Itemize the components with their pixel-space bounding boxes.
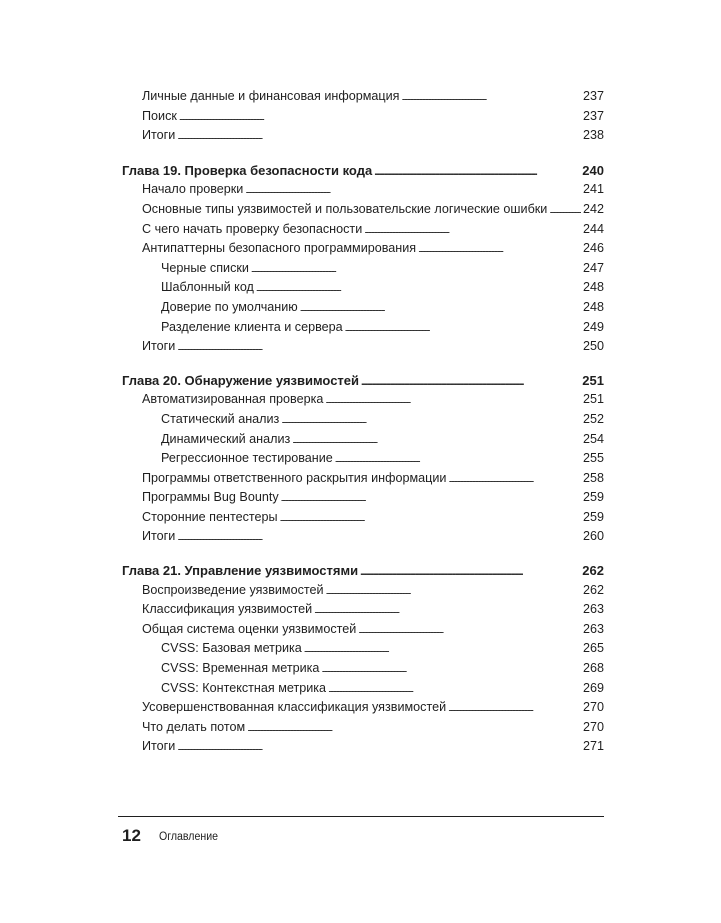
dot-leader xyxy=(364,221,581,241)
toc-entry-title: Итоги xyxy=(142,339,176,354)
toc-entry-page: 270 xyxy=(582,700,604,715)
dot-leader xyxy=(358,621,581,641)
chapter-page: 240 xyxy=(582,162,604,178)
toc-entry-title: Разделение клиента и сервера xyxy=(161,319,343,334)
dot-leader xyxy=(401,88,581,108)
toc-chapter-21 xyxy=(122,561,604,581)
toc-subentry xyxy=(122,639,604,659)
toc-subentry xyxy=(122,298,604,318)
toc-subentry xyxy=(122,659,604,679)
toc-entry-page: 255 xyxy=(582,451,604,466)
dot-leader xyxy=(177,127,581,147)
toc-entry-title: Итоги xyxy=(142,128,176,143)
toc-entry-page: 248 xyxy=(582,299,604,314)
dot-leader xyxy=(418,240,581,260)
chapter-title: Глава 19. Проверка безопасности кода xyxy=(122,162,373,178)
toc-entry-title: Антипаттерны безопасного программирования xyxy=(142,241,417,256)
toc-entry-page: 249 xyxy=(582,319,604,334)
dot-leader xyxy=(177,338,581,358)
toc-entry-title: CVSS: Контекстная метрика xyxy=(161,680,327,695)
toc-entry xyxy=(122,239,604,259)
dot-leader xyxy=(281,489,581,509)
dot-leader xyxy=(280,509,581,529)
chapter-title: Глава 20. Обнаружение уязвимостей xyxy=(122,372,360,388)
table-of-contents xyxy=(122,87,604,757)
toc-entry-page: 242 xyxy=(582,201,604,216)
toc-entry-title: Программы ответственного раскрытия информации xyxy=(142,470,447,485)
toc-entry-title: Статический анализ xyxy=(161,411,280,426)
toc-entry xyxy=(122,200,604,220)
toc-entry-title: Автоматизированная проверка xyxy=(142,392,324,407)
toc-subentry xyxy=(122,259,604,279)
toc-entry xyxy=(122,180,604,200)
toc-entry-page: 270 xyxy=(582,719,604,734)
toc-entry-page: 237 xyxy=(582,89,604,103)
toc-entry xyxy=(122,527,604,547)
dot-leader xyxy=(549,201,581,221)
dot-leader xyxy=(361,373,580,393)
toc-entry-title: Динамический анализ xyxy=(161,431,291,446)
toc-entry-title: Доверие по умолчанию xyxy=(161,299,298,314)
toc-entry xyxy=(122,718,604,738)
toc-entry xyxy=(122,737,604,757)
toc-entry-title: Основные типы уязвимостей и пользовательские логические ошибки xyxy=(142,201,548,216)
toc-entry xyxy=(122,469,604,489)
toc-subentry xyxy=(122,430,604,450)
toc-entry xyxy=(122,126,604,146)
running-head: Оглавление xyxy=(159,831,218,843)
toc-entry-page: 259 xyxy=(582,490,604,505)
toc-entry xyxy=(122,87,604,107)
toc-entry xyxy=(122,390,604,410)
toc-subentry xyxy=(122,318,604,338)
toc-entry-title: Что делать потом xyxy=(142,719,246,734)
dot-leader xyxy=(179,108,581,128)
toc-entry-page: 262 xyxy=(582,582,604,597)
toc-entry-page: 252 xyxy=(582,411,604,426)
toc-entry xyxy=(122,107,604,127)
toc-entry-page: 263 xyxy=(582,621,604,636)
toc-entry xyxy=(122,220,604,240)
toc-entry-page: 241 xyxy=(582,182,604,197)
footer-rule xyxy=(118,816,604,817)
toc-entry xyxy=(122,600,604,620)
toc-entry-page: 254 xyxy=(582,431,604,446)
toc-entry-title: Общая система оценки уязвимостей xyxy=(142,621,357,636)
dot-leader xyxy=(345,319,581,339)
dot-leader xyxy=(314,601,581,621)
toc-entry-page: 250 xyxy=(582,339,604,354)
dot-leader xyxy=(292,431,581,451)
dot-leader xyxy=(326,582,581,602)
dot-leader xyxy=(245,181,581,201)
dot-leader xyxy=(177,738,581,758)
toc-entry-page: 244 xyxy=(582,221,604,236)
chapter-page: 262 xyxy=(582,563,604,579)
chapter-title: Глава 21. Управление уязвимостями xyxy=(122,563,359,579)
toc-entry-title: Поиск xyxy=(142,108,177,123)
toc-subentry xyxy=(122,410,604,430)
toc-entry-title: Начало проверки xyxy=(142,182,244,197)
chapter-page: 251 xyxy=(582,372,604,388)
dot-leader xyxy=(321,660,581,680)
dot-leader xyxy=(256,279,581,299)
toc-entry-title: CVSS: Базовая метрика xyxy=(161,641,302,656)
dot-leader xyxy=(177,528,581,548)
dot-leader xyxy=(328,680,581,700)
toc-entry-title: Черные списки xyxy=(161,260,249,275)
toc-entry-page: 246 xyxy=(582,241,604,256)
toc-entry-page: 259 xyxy=(582,509,604,524)
toc-entry-title: Итоги xyxy=(142,529,176,544)
toc-entry-page: 269 xyxy=(582,680,604,695)
dot-leader xyxy=(374,163,580,183)
toc-entry xyxy=(122,620,604,640)
toc-entry-title: Классификация уязвимостей xyxy=(142,602,313,617)
toc-chapter-19 xyxy=(122,161,604,181)
toc-entry xyxy=(122,698,604,718)
toc-entry-page: 237 xyxy=(582,108,604,123)
toc-entry-title: Личные данные и финансовая информация xyxy=(142,89,400,103)
toc-chapter-20 xyxy=(122,371,604,391)
dot-leader xyxy=(281,411,581,431)
toc-subentry xyxy=(122,449,604,469)
toc-entry xyxy=(122,337,604,357)
toc-entry-title: Регрессионное тестирование xyxy=(161,451,333,466)
toc-entry-page: 251 xyxy=(582,392,604,407)
toc-entry-title: Программы Bug Bounty xyxy=(142,490,279,505)
toc-entry-page: 265 xyxy=(582,641,604,656)
dot-leader xyxy=(448,699,581,719)
toc-subentry xyxy=(122,278,604,298)
page-number: 12 xyxy=(122,826,141,845)
dot-leader xyxy=(448,470,581,490)
toc-entry-title: С чего начать проверку безопасности xyxy=(142,221,363,236)
toc-entry-title: Итоги xyxy=(142,739,176,754)
toc-entry-title: Воспроизведение уязвимостей xyxy=(142,582,324,597)
toc-entry-title: Шаблонный код xyxy=(161,280,254,295)
toc-entry-title: Сторонние пентестеры xyxy=(142,509,278,524)
toc-entry-page: 263 xyxy=(582,602,604,617)
dot-leader xyxy=(304,640,581,660)
toc-entry-page: 268 xyxy=(582,661,604,676)
dot-leader xyxy=(325,391,581,411)
toc-entry-title: Усовершенствованная классификация уязвимостей xyxy=(142,700,447,715)
dot-leader xyxy=(251,260,581,280)
toc-entry-page: 258 xyxy=(582,470,604,485)
toc-entry-page: 260 xyxy=(582,529,604,544)
dot-leader xyxy=(300,299,581,319)
toc-entry-page: 238 xyxy=(582,128,604,143)
toc-entry-page: 271 xyxy=(582,739,604,754)
toc-entry xyxy=(122,581,604,601)
toc-subentry xyxy=(122,679,604,699)
toc-entry xyxy=(122,508,604,528)
toc-entry-title: CVSS: Временная метрика xyxy=(161,661,320,676)
dot-leader xyxy=(335,450,581,470)
toc-entry xyxy=(122,488,604,508)
toc-entry-page: 247 xyxy=(582,260,604,275)
toc-entry-page: 248 xyxy=(582,280,604,295)
dot-leader xyxy=(360,563,580,583)
dot-leader xyxy=(247,719,581,739)
